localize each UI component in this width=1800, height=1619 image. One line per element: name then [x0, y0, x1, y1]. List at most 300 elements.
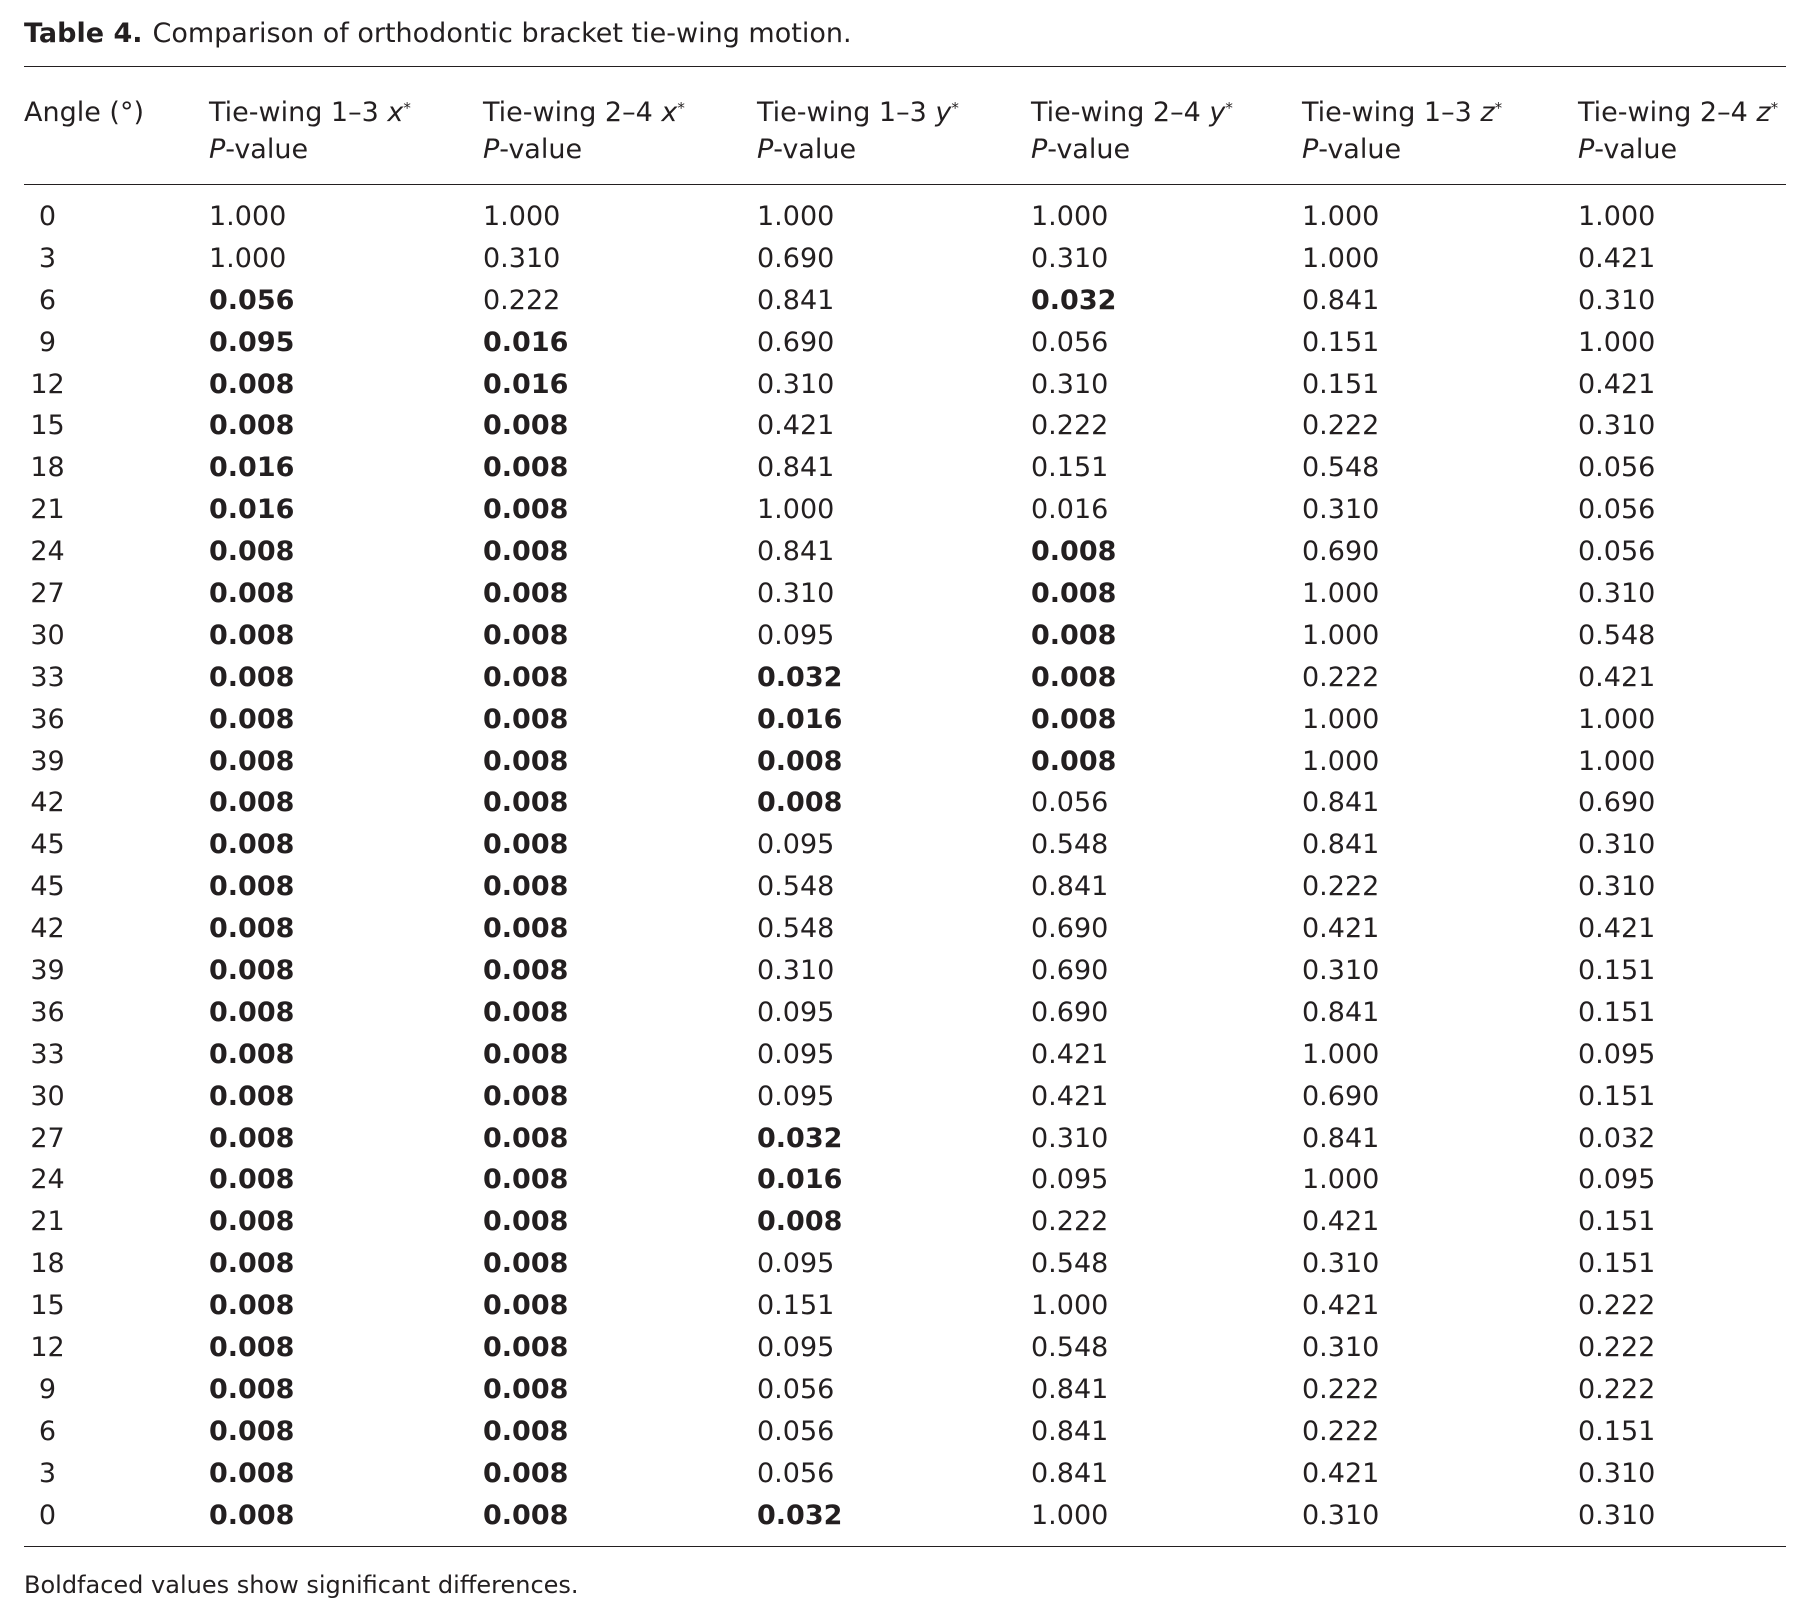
column-header-asterisk: * — [403, 99, 411, 117]
p-value-cell: 0.095 — [1578, 1038, 1656, 1070]
p-value-cell: 0.008 — [757, 1206, 843, 1238]
p-value-cell: 0.008 — [1031, 703, 1117, 735]
p-value-cell: 0.008 — [483, 871, 569, 903]
column-header-prefix: Tie-wing 2–4 — [483, 97, 662, 128]
p-value-cell: 0.151 — [1302, 368, 1380, 400]
table-label: Table 4. — [24, 18, 143, 49]
p-value-cell: 0.222 — [1578, 1373, 1656, 1405]
column-header-axis: x — [387, 97, 404, 128]
table-row — [0, 197, 1800, 239]
table-row — [0, 490, 1800, 532]
column-header-axis: x — [661, 97, 678, 128]
p-value-cell: 0.008 — [1031, 619, 1117, 651]
p-value-cell: 0.008 — [209, 619, 295, 651]
p-value-cell: 0.841 — [1031, 1457, 1109, 1489]
p-value-cell: 0.095 — [1031, 1164, 1109, 1196]
p-value-cell: 1.000 — [1578, 201, 1656, 232]
p-value-cell: 0.008 — [209, 536, 295, 568]
table-row — [0, 532, 1800, 574]
p-value-cell: 0.310 — [1302, 955, 1380, 987]
column-header-4 — [1031, 94, 1233, 168]
header-rule — [24, 184, 1786, 185]
column-header-prefix: Tie-wing 1–3 — [757, 97, 936, 128]
p-value-cell: 1.000 — [1302, 1164, 1380, 1196]
table-row — [0, 1412, 1800, 1454]
table-row — [0, 1119, 1800, 1161]
p-value-cell: 0.310 — [1578, 829, 1656, 861]
p-value-cell: 1.000 — [1578, 745, 1656, 777]
column-header-axis: z — [1480, 97, 1495, 128]
table-row — [0, 616, 1800, 658]
column-header-prefix: Tie-wing 1–3 — [209, 97, 388, 128]
p-value-cell: 0.841 — [1302, 829, 1380, 861]
column-header-asterisk: * — [677, 99, 685, 117]
column-header-line1 — [1302, 94, 1502, 131]
p-value-cell: 0.310 — [1578, 871, 1656, 903]
column-header-line2 — [1302, 131, 1502, 168]
column-header-line1 — [1031, 94, 1233, 131]
table-caption — [24, 14, 852, 54]
table-row — [0, 365, 1800, 407]
p-value-cell: 0.016 — [209, 452, 295, 484]
p-value-cell: 0.008 — [757, 745, 843, 777]
angle-cell: 27 — [30, 1122, 65, 1154]
table-row — [0, 239, 1800, 281]
p-value-cell: 0.008 — [209, 578, 295, 610]
p-value-cell: 0.008 — [483, 1122, 569, 1154]
p-value-cell: 0.008 — [1031, 745, 1117, 777]
p-value-cell: 0.310 — [1031, 368, 1109, 400]
p-value-cell: 1.000 — [1578, 703, 1656, 735]
p-value-cell: 0.032 — [757, 661, 843, 693]
p-value-cell: 0.421 — [757, 410, 835, 442]
p-value-cell: 0.151 — [1302, 326, 1380, 358]
p-value-cell: 0.008 — [483, 578, 569, 610]
p-value-cell: 0.310 — [1302, 1332, 1380, 1364]
angle-cell: 45 — [30, 871, 65, 903]
p-value-cell: 0.008 — [483, 494, 569, 526]
table-row — [0, 1077, 1800, 1119]
p-value-cell: 0.310 — [1578, 1457, 1656, 1489]
p-value-cell: 0.008 — [209, 829, 295, 861]
column-header-axis: z — [1756, 97, 1771, 128]
p-value-cell: 0.008 — [209, 1457, 295, 1489]
column-header-2 — [483, 94, 685, 168]
p-value-cell: 1.000 — [1578, 326, 1656, 358]
p-value-cell: 0.310 — [1302, 1499, 1380, 1531]
table-row — [0, 574, 1800, 616]
column-header-prefix: Tie-wing 1–3 — [1302, 97, 1481, 128]
column-header-prefix: Tie-wing 2–4 — [1578, 97, 1757, 128]
column-header-p: P — [209, 134, 226, 165]
p-value-cell: 0.841 — [1031, 871, 1109, 903]
p-value-cell: 1.000 — [1302, 1038, 1380, 1070]
p-value-cell: 0.016 — [757, 703, 843, 735]
p-value-cell: 0.310 — [483, 242, 561, 274]
column-header-6 — [1578, 94, 1778, 168]
p-value-cell: 0.008 — [1031, 661, 1117, 693]
table-row — [0, 1496, 1800, 1532]
column-header-line1 — [757, 94, 959, 131]
p-value-cell: 0.548 — [757, 913, 835, 945]
p-value-cell: 0.690 — [1302, 536, 1380, 568]
table-row — [0, 742, 1800, 784]
table-row — [0, 1328, 1800, 1370]
angle-cell: 12 — [30, 1332, 65, 1364]
p-value-cell: 0.841 — [1302, 787, 1380, 819]
p-value-cell: 0.032 — [757, 1122, 843, 1154]
table-row — [0, 1370, 1800, 1412]
p-value-cell: 0.008 — [483, 829, 569, 861]
p-value-cell: 0.008 — [209, 955, 295, 987]
p-value-cell: 0.690 — [757, 242, 835, 274]
p-value-cell: 0.008 — [209, 368, 295, 400]
table-row — [0, 867, 1800, 909]
p-value-cell: 0.421 — [1578, 661, 1656, 693]
p-value-cell: 0.310 — [1578, 284, 1656, 316]
p-value-cell: 0.095 — [757, 1248, 835, 1280]
column-header-p: P — [757, 134, 774, 165]
p-value-cell: 0.008 — [1031, 578, 1117, 610]
table-row — [0, 825, 1800, 867]
p-value-cell: 0.008 — [483, 1290, 569, 1322]
p-value-cell: 0.095 — [1578, 1164, 1656, 1196]
p-value-cell: 0.056 — [757, 1457, 835, 1489]
angle-cell: 3 — [38, 242, 57, 274]
column-header-1 — [209, 94, 411, 168]
angle-cell: 12 — [30, 368, 65, 400]
p-value-cell: 0.008 — [209, 787, 295, 819]
p-value-cell: 1.000 — [1302, 745, 1380, 777]
p-value-cell: 0.008 — [483, 1080, 569, 1112]
p-value-cell: 0.056 — [757, 1373, 835, 1405]
angle-cell: 30 — [30, 1080, 65, 1112]
column-header-asterisk: * — [1770, 99, 1779, 117]
p-value-cell: 0.008 — [483, 1206, 569, 1238]
p-value-cell: 0.095 — [757, 619, 835, 651]
p-value-cell: 0.151 — [1578, 1206, 1656, 1238]
column-header-value-label: -value — [773, 134, 857, 165]
p-value-cell: 0.016 — [1031, 494, 1109, 526]
p-value-cell: 0.008 — [209, 410, 295, 442]
table-row — [0, 993, 1800, 1035]
p-value-cell: 0.008 — [483, 913, 569, 945]
p-value-cell: 0.008 — [483, 955, 569, 987]
p-value-cell: 0.008 — [483, 1499, 569, 1531]
column-header-angle — [24, 94, 144, 131]
p-value-cell: 0.151 — [1578, 1248, 1656, 1280]
p-value-cell: 1.000 — [483, 201, 561, 232]
p-value-cell: 0.421 — [1578, 368, 1656, 400]
table-row — [0, 1244, 1800, 1286]
table-row — [0, 1160, 1800, 1202]
p-value-cell: 1.000 — [209, 242, 287, 274]
p-value-cell: 0.008 — [483, 452, 569, 484]
p-value-cell: 0.008 — [483, 619, 569, 651]
p-value-cell: 0.222 — [483, 284, 561, 316]
p-value-cell: 0.008 — [483, 996, 569, 1028]
p-value-cell: 1.000 — [1031, 1499, 1109, 1531]
p-value-cell: 0.056 — [1578, 452, 1656, 484]
p-value-cell: 0.310 — [757, 368, 835, 400]
angle-cell: 21 — [30, 494, 65, 526]
p-value-cell: 1.000 — [1031, 201, 1109, 232]
p-value-cell: 0.016 — [757, 1164, 843, 1196]
p-value-cell: 0.008 — [483, 1038, 569, 1070]
p-value-cell: 0.841 — [1031, 1415, 1109, 1447]
table-row — [0, 448, 1800, 490]
table-row — [0, 783, 1800, 825]
angle-cell: 0 — [38, 201, 57, 232]
angle-cell: 30 — [30, 619, 65, 651]
p-value-cell: 0.056 — [1578, 536, 1656, 568]
p-value-cell: 0.222 — [1302, 410, 1380, 442]
p-value-cell: 0.151 — [1578, 1080, 1656, 1112]
p-value-cell: 0.310 — [1578, 1499, 1656, 1531]
p-value-cell: 0.008 — [483, 787, 569, 819]
column-header-label: Angle (°) — [24, 97, 144, 128]
p-value-cell: 0.548 — [1031, 1248, 1109, 1280]
p-value-cell: 0.421 — [1302, 1457, 1380, 1489]
p-value-cell: 0.151 — [1578, 1415, 1656, 1447]
p-value-cell: 0.095 — [757, 1038, 835, 1070]
p-value-cell: 0.056 — [1578, 494, 1656, 526]
angle-cell: 9 — [38, 1373, 57, 1405]
p-value-cell: 0.008 — [209, 1332, 295, 1364]
p-value-cell: 0.151 — [1578, 996, 1656, 1028]
table-footnote: Boldfaced values show significant differences. — [24, 1571, 579, 1599]
angle-cell: 24 — [30, 536, 65, 568]
p-value-cell: 0.151 — [1031, 452, 1109, 484]
p-value-cell: 0.548 — [1302, 452, 1380, 484]
p-value-cell: 0.016 — [209, 494, 295, 526]
angle-cell: 3 — [38, 1457, 57, 1489]
angle-cell: 9 — [38, 326, 57, 358]
p-value-cell: 0.095 — [757, 996, 835, 1028]
p-value-cell: 0.008 — [209, 1248, 295, 1280]
p-value-cell: 1.000 — [757, 201, 835, 232]
column-header-line2 — [1578, 131, 1778, 168]
table-row — [0, 1286, 1800, 1328]
p-value-cell: 0.222 — [1302, 661, 1380, 693]
column-header-line1 — [1578, 94, 1778, 131]
p-value-cell: 0.008 — [209, 1080, 295, 1112]
table-row — [0, 700, 1800, 742]
p-value-cell: 0.310 — [1578, 578, 1656, 610]
p-value-cell: 0.008 — [209, 1290, 295, 1322]
angle-cell: 42 — [30, 787, 65, 819]
p-value-cell: 0.008 — [209, 661, 295, 693]
column-header-line2 — [1031, 131, 1233, 168]
column-header-asterisk: * — [1225, 99, 1233, 117]
table-row — [0, 281, 1800, 323]
p-value-cell: 0.548 — [1578, 619, 1656, 651]
p-value-cell: 0.056 — [757, 1415, 835, 1447]
angle-cell: 24 — [30, 1164, 65, 1196]
p-value-cell: 0.548 — [757, 871, 835, 903]
p-value-cell: 0.151 — [1578, 955, 1656, 987]
p-value-cell: 0.008 — [209, 871, 295, 903]
column-header-p: P — [1578, 134, 1595, 165]
table-row — [0, 406, 1800, 448]
column-header-p: P — [1031, 134, 1048, 165]
p-value-cell: 0.008 — [483, 661, 569, 693]
p-value-cell: 0.008 — [209, 1499, 295, 1531]
p-value-cell: 0.222 — [1302, 1373, 1380, 1405]
p-value-cell: 0.310 — [757, 578, 835, 610]
p-value-cell: 0.548 — [1031, 829, 1109, 861]
table-header — [0, 94, 1800, 174]
p-value-cell: 0.008 — [483, 1164, 569, 1196]
column-header-line1 — [209, 94, 411, 131]
p-value-cell: 0.008 — [209, 1373, 295, 1405]
p-value-cell: 0.008 — [209, 703, 295, 735]
angle-cell: 39 — [30, 955, 65, 987]
column-header-line2 — [757, 131, 959, 168]
p-value-cell: 0.222 — [1302, 871, 1380, 903]
table-row — [0, 1202, 1800, 1244]
p-value-cell: 0.421 — [1031, 1080, 1109, 1112]
p-value-cell: 1.000 — [757, 494, 835, 526]
p-value-cell: 0.310 — [757, 955, 835, 987]
p-value-cell: 0.008 — [483, 1248, 569, 1280]
p-value-cell: 0.421 — [1302, 913, 1380, 945]
p-value-cell: 0.841 — [757, 452, 835, 484]
p-value-cell: 0.008 — [209, 1206, 295, 1238]
angle-cell: 21 — [30, 1206, 65, 1238]
column-header-value-label: -value — [1318, 134, 1402, 165]
column-header-line2 — [209, 131, 411, 168]
p-value-cell: 0.008 — [483, 703, 569, 735]
angle-cell: 33 — [30, 661, 65, 693]
column-header-asterisk: * — [1494, 99, 1503, 117]
angle-cell: 36 — [30, 996, 65, 1028]
p-value-cell: 0.222 — [1031, 410, 1109, 442]
p-value-cell: 0.222 — [1031, 1206, 1109, 1238]
column-header-3 — [757, 94, 959, 168]
column-header-value-label: -value — [499, 134, 583, 165]
angle-cell: 6 — [38, 1415, 57, 1447]
p-value-cell: 0.008 — [209, 913, 295, 945]
p-value-cell: 0.008 — [209, 996, 295, 1028]
p-value-cell: 0.016 — [483, 368, 569, 400]
p-value-cell: 0.032 — [1031, 284, 1117, 316]
p-value-cell: 0.008 — [483, 1457, 569, 1489]
column-header-value-label: -value — [1047, 134, 1131, 165]
angle-cell: 36 — [30, 703, 65, 735]
table-row — [0, 658, 1800, 700]
column-header-p: P — [1302, 134, 1319, 165]
p-value-cell: 0.310 — [1578, 410, 1656, 442]
p-value-cell: 0.222 — [1302, 1415, 1380, 1447]
p-value-cell: 0.222 — [1578, 1332, 1656, 1364]
p-value-cell: 0.095 — [757, 1080, 835, 1112]
p-value-cell: 0.008 — [483, 1332, 569, 1364]
p-value-cell: 0.056 — [1031, 787, 1109, 819]
table-title: Comparison of orthodontic bracket tie-wing motion. — [152, 18, 852, 49]
p-value-cell: 1.000 — [1302, 619, 1380, 651]
column-header-value-label: -value — [225, 134, 309, 165]
table-row — [0, 1035, 1800, 1077]
p-value-cell: 0.690 — [1031, 996, 1109, 1028]
p-value-cell: 0.008 — [483, 745, 569, 777]
p-value-cell: 0.690 — [1031, 955, 1109, 987]
p-value-cell: 0.056 — [1031, 326, 1109, 358]
p-value-cell: 0.690 — [1578, 787, 1656, 819]
p-value-cell: 0.690 — [1302, 1080, 1380, 1112]
p-value-cell: 0.008 — [209, 745, 295, 777]
angle-cell: 42 — [30, 913, 65, 945]
angle-cell: 0 — [38, 1499, 57, 1531]
table-body — [0, 197, 1800, 1532]
p-value-cell: 0.421 — [1578, 242, 1656, 274]
p-value-cell: 0.008 — [1031, 536, 1117, 568]
column-header-line1 — [483, 94, 685, 131]
p-value-cell: 0.421 — [1302, 1290, 1380, 1322]
p-value-cell: 0.310 — [1031, 242, 1109, 274]
p-value-cell: 0.841 — [1302, 284, 1380, 316]
p-value-cell: 0.841 — [757, 284, 835, 316]
p-value-cell: 0.310 — [1302, 1248, 1380, 1280]
p-value-cell: 1.000 — [209, 201, 287, 232]
angle-cell: 18 — [30, 1248, 65, 1280]
p-value-cell: 0.690 — [1031, 913, 1109, 945]
p-value-cell: 0.008 — [209, 1038, 295, 1070]
p-value-cell: 0.008 — [483, 536, 569, 568]
column-header-prefix: Tie-wing 2–4 — [1031, 97, 1210, 128]
p-value-cell: 0.421 — [1578, 913, 1656, 945]
angle-cell: 27 — [30, 578, 65, 610]
p-value-cell: 0.310 — [1302, 494, 1380, 526]
angle-cell: 39 — [30, 745, 65, 777]
p-value-cell: 0.095 — [209, 326, 295, 358]
p-value-cell: 1.000 — [1302, 578, 1380, 610]
p-value-cell: 0.032 — [1578, 1122, 1656, 1154]
top-rule — [24, 66, 1786, 67]
p-value-cell: 0.548 — [1031, 1332, 1109, 1364]
table-row — [0, 323, 1800, 365]
table-row — [0, 1454, 1800, 1496]
p-value-cell: 0.008 — [757, 787, 843, 819]
column-header-axis: y — [1209, 97, 1226, 128]
column-header-axis: y — [935, 97, 952, 128]
table-row — [0, 909, 1800, 951]
column-header-value-label: -value — [1594, 134, 1678, 165]
p-value-cell: 0.841 — [757, 536, 835, 568]
p-value-cell: 0.841 — [1031, 1373, 1109, 1405]
p-value-cell: 0.310 — [1031, 1122, 1109, 1154]
p-value-cell: 0.008 — [483, 1373, 569, 1405]
p-value-cell: 0.008 — [483, 410, 569, 442]
p-value-cell: 1.000 — [1302, 242, 1380, 274]
p-value-cell: 0.016 — [483, 326, 569, 358]
p-value-cell: 1.000 — [1302, 201, 1380, 232]
p-value-cell: 0.008 — [209, 1164, 295, 1196]
angle-cell: 15 — [30, 410, 65, 442]
p-value-cell: 0.008 — [483, 1415, 569, 1447]
p-value-cell: 1.000 — [1302, 703, 1380, 735]
table-row — [0, 951, 1800, 993]
p-value-cell: 0.008 — [209, 1122, 295, 1154]
p-value-cell: 0.095 — [757, 1332, 835, 1364]
column-header-line2 — [483, 131, 685, 168]
p-value-cell: 0.841 — [1302, 1122, 1380, 1154]
p-value-cell: 0.056 — [209, 284, 295, 316]
p-value-cell: 0.008 — [209, 1415, 295, 1447]
p-value-cell: 0.095 — [757, 829, 835, 861]
p-value-cell: 0.690 — [757, 326, 835, 358]
column-header-5 — [1302, 94, 1502, 168]
